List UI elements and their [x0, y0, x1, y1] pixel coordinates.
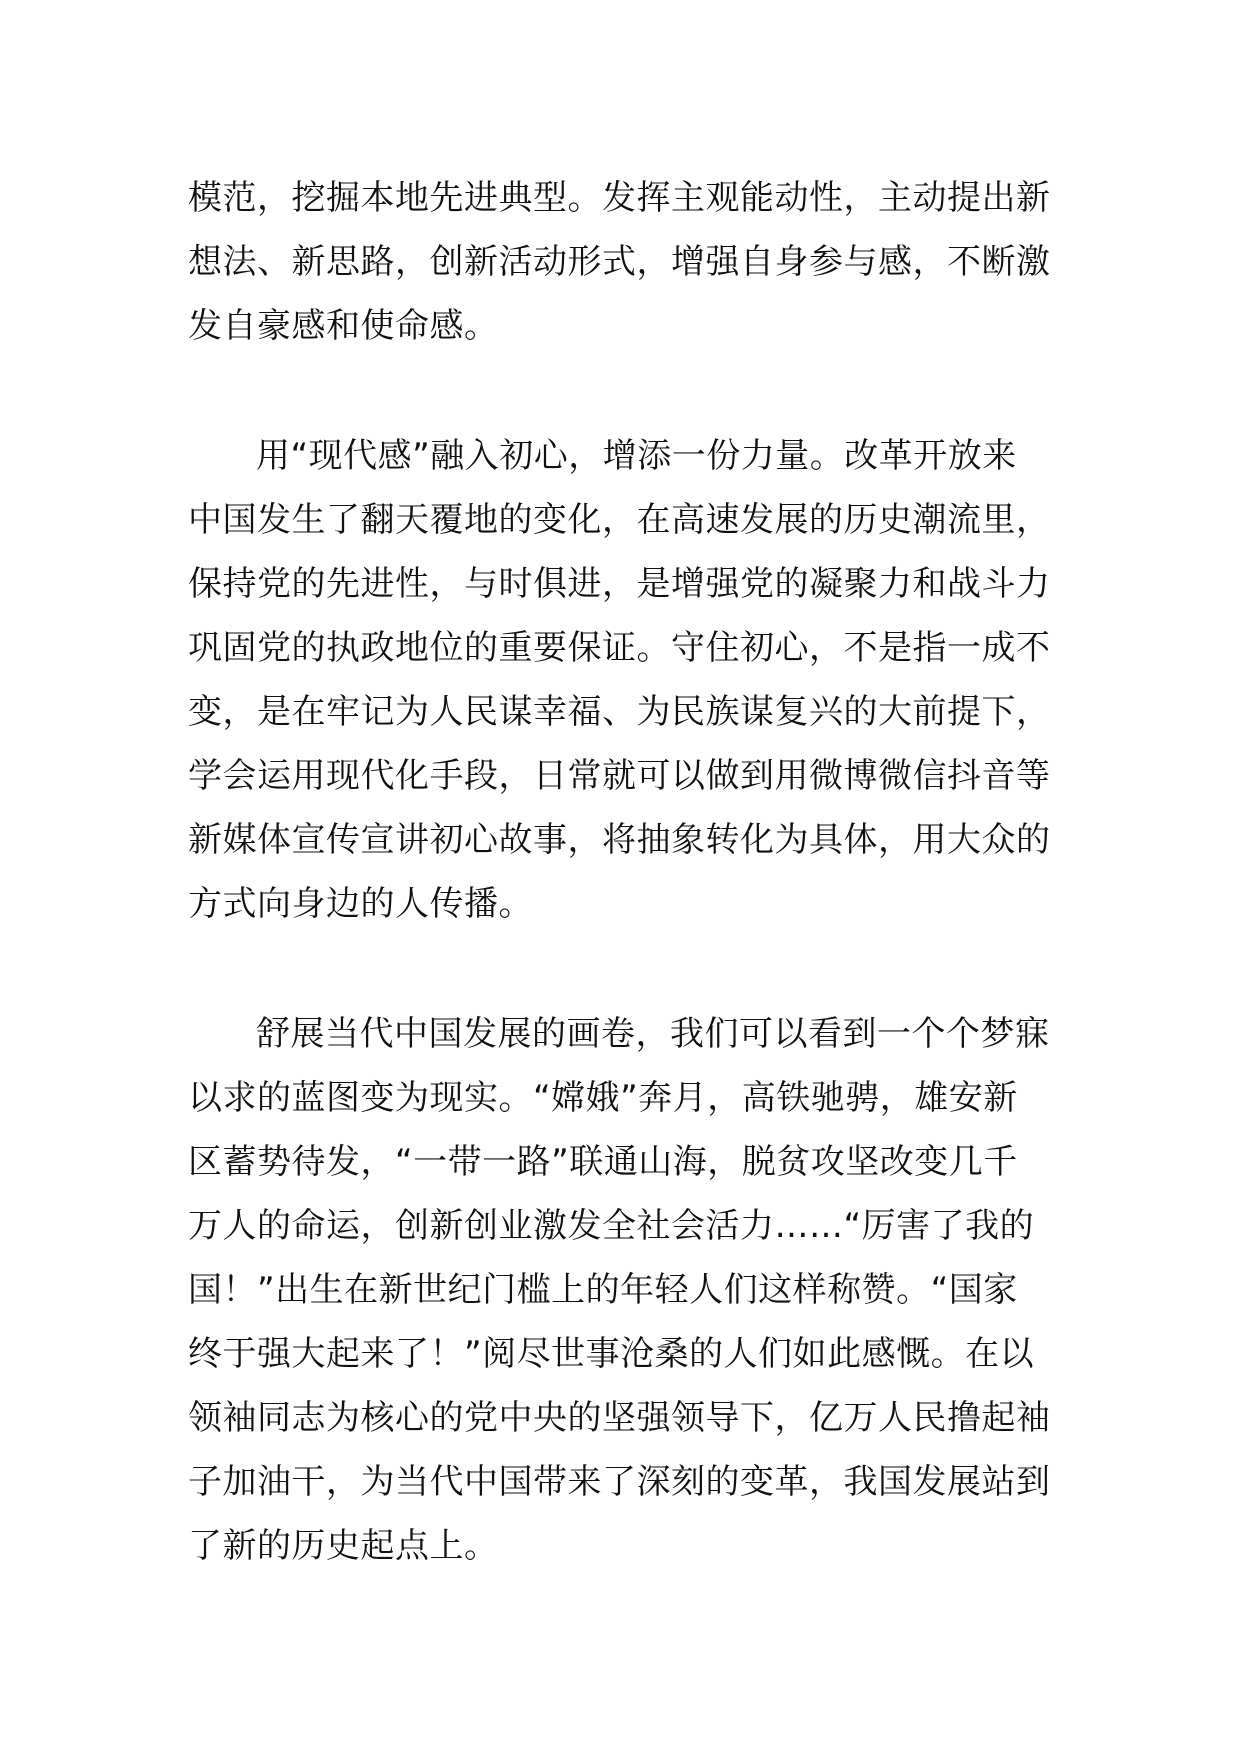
paragraph-line: 舒展当代中国发展的画卷，我们可以看到一个个梦寐	[256, 1014, 1050, 1054]
paragraph-line: 新媒体宣传宣讲初心故事，将抽象转化为具体，用大众的	[188, 820, 1051, 860]
paragraph-line: 万人的命运，创新创业激发全社会活力……“厉害了我的	[188, 1206, 1035, 1246]
paragraph-line: 巩固党的执政地位的重要保证。守住初心，不是指一成不	[188, 628, 1051, 668]
paragraph-line: 中国发生了翻天覆地的变化，在高速发展的历史潮流里，	[188, 500, 1051, 540]
paragraph-line: 想法、新思路，创新活动形式，增强自身参与感，不断激	[188, 242, 1051, 282]
paragraph-line: 发自豪感和使命感。	[188, 306, 499, 346]
document-body	[188, 166, 1058, 1578]
paragraph-line: 学会运用现代化手段，日常就可以做到用微博微信抖音等	[188, 756, 1051, 796]
paragraph-3	[188, 1002, 1058, 1578]
paragraph-line: 子加油干，为当代中国带来了深刻的变革，我国发展站到	[188, 1462, 1051, 1502]
paragraph-line: 以求的蓝图变为现实。“嫦娥”奔月，高铁驰骋，雄安新	[188, 1078, 1018, 1118]
paragraph-line: 领袖同志为核心的党中央的坚强领导下，亿万人民撸起袖	[188, 1398, 1051, 1438]
paragraph-line: 用“现代感”融入初心，增添一份力量。改革开放来	[256, 436, 1017, 476]
paragraph-line: 方式向身边的人传播。	[188, 884, 533, 924]
paragraph-1	[188, 166, 1058, 358]
paragraph-spacer	[188, 358, 1058, 424]
paragraph-line: 终于强大起来了！”阅尽世事沧桑的人们如此感慨。在以	[188, 1334, 1035, 1374]
paragraph-line: 保持党的先进性，与时俱进，是增强党的凝聚力和战斗力	[188, 564, 1051, 604]
paragraph-line: 区蓄势待发，“一带一路”联通山海，脱贫攻坚改变几千	[188, 1142, 1018, 1182]
paragraph-2	[188, 424, 1058, 936]
paragraph-line: 模范，挖掘本地先进典型。发挥主观能动性，主动提出新	[188, 178, 1051, 218]
paragraph-spacer	[188, 936, 1058, 1002]
paragraph-line: 了新的历史起点上。	[188, 1526, 499, 1566]
paragraph-line: 变，是在牢记为人民谋幸福、为民族谋复兴的大前提下，	[188, 692, 1051, 732]
paragraph-line: 国！”出生在新世纪门槛上的年轻人们这样称赞。“国家	[188, 1270, 1018, 1310]
